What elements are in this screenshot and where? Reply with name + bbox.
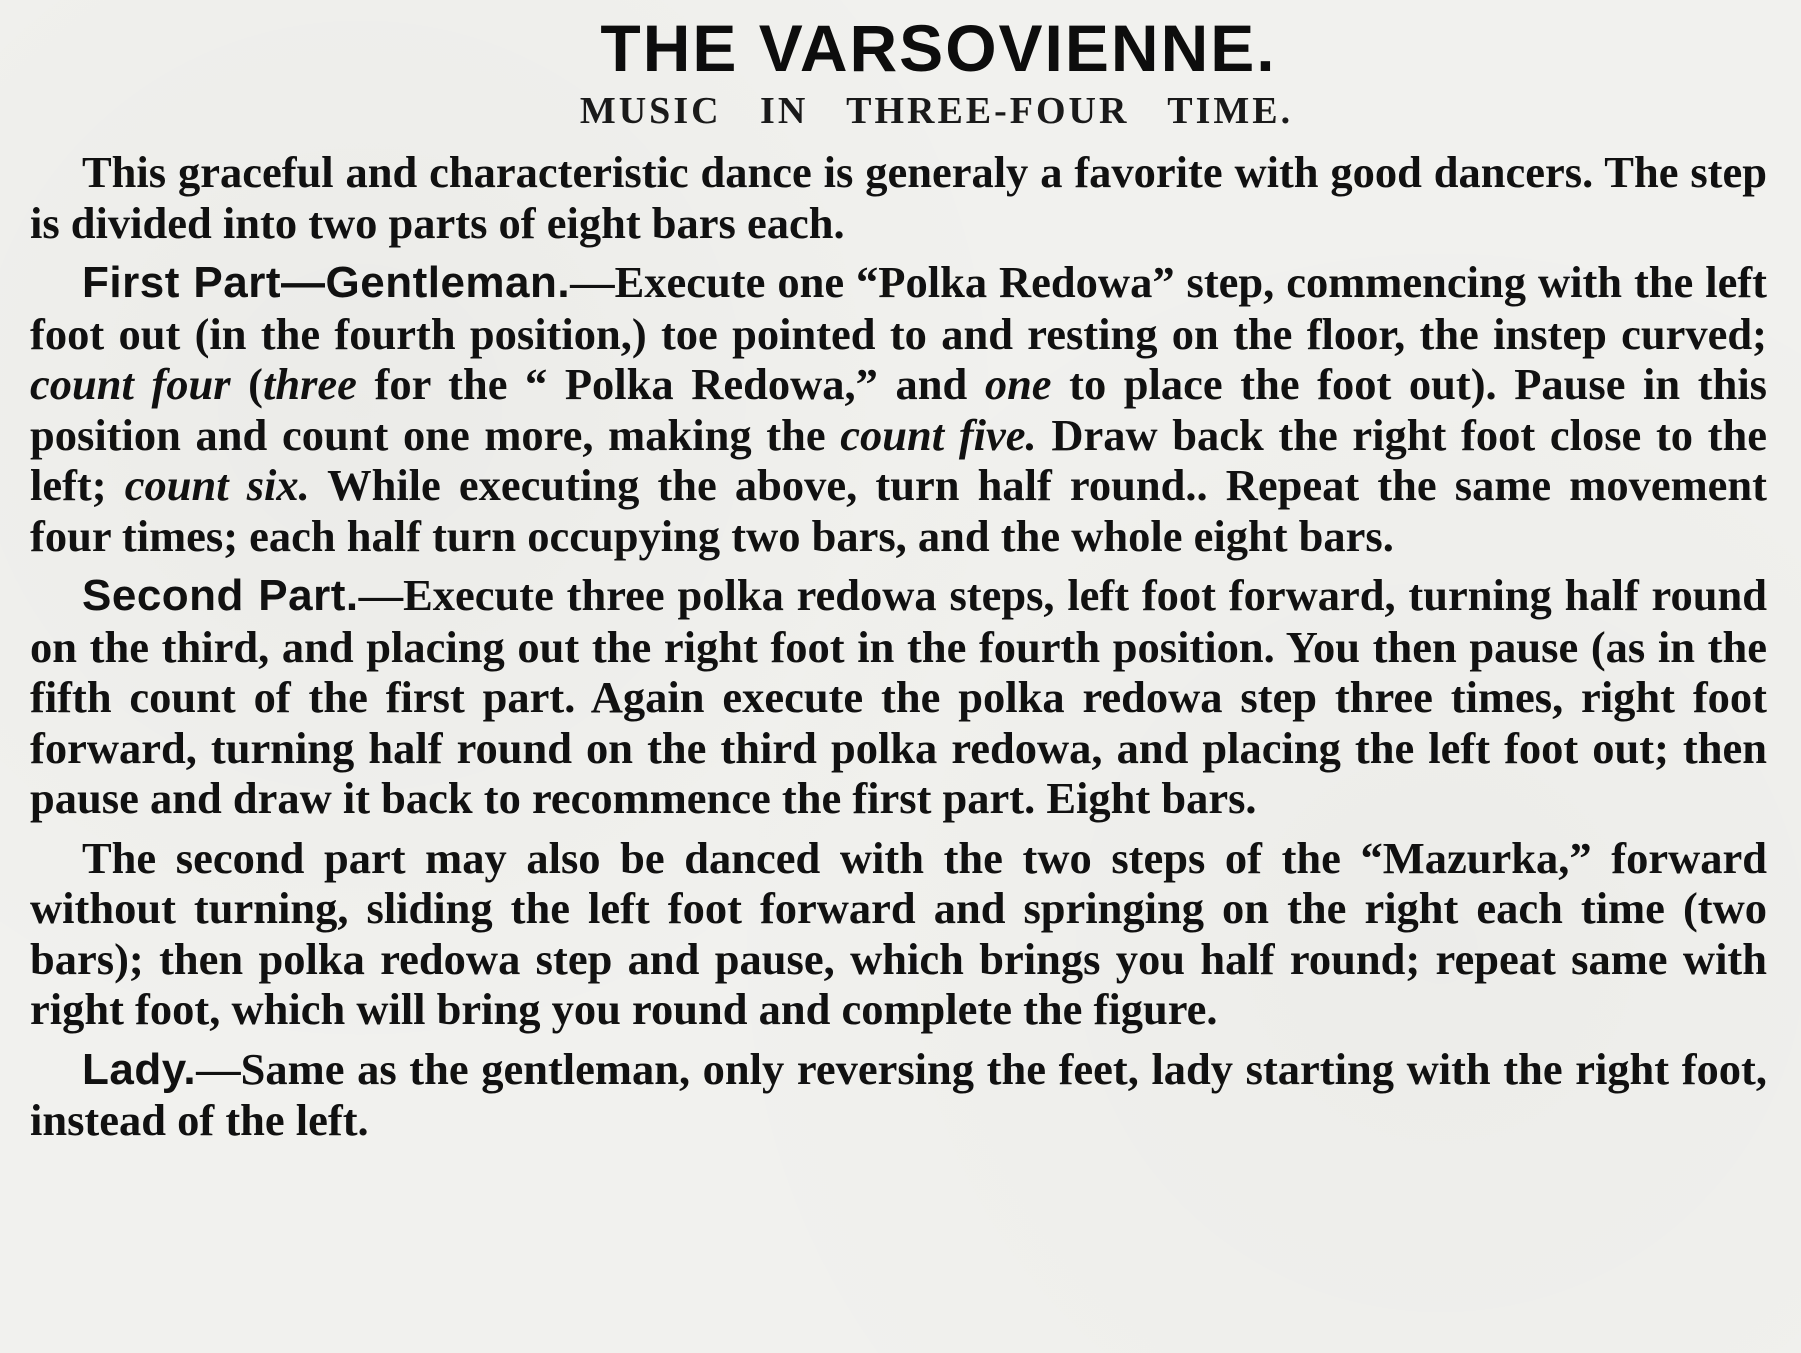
lady-text: —Same as the gentleman, only reversing the feet, lady starting with the right foot, instead of the left. [30, 1043, 1767, 1146]
first-part-italic-2: three [263, 359, 357, 410]
first-part-text-5: Draw back the right foot close to the left; [30, 409, 1767, 511]
lady-paragraph [30, 1044, 1767, 1146]
second-part-paragraph [30, 570, 1767, 824]
first-part-italic-3: one [984, 359, 1052, 410]
mazurka-paragraph: The second part may also be danced with the two steps of the “Mazurka,” forward without turning, sliding the left foot forward and springing on the right each time (two bars); then polka redowa step and pause, which brings you half round; repeat same with right foot, which will bring you round and complete the figure. [30, 832, 1767, 1035]
intro-paragraph: This graceful and characteristic dance is generaly a favorite with good dancers. The step is divided into two parts of eight bars each. [30, 147, 1767, 248]
page-title: THE VARSOVIENNE. [600, 11, 1277, 85]
first-part-italic-1: count four [30, 359, 231, 410]
page-subtitle: MUSIC IN THREE-FOUR TIME. [579, 90, 1294, 133]
first-part-italic-4: count five. [840, 409, 1037, 460]
first-part-text-4: to place the foot out). Pause in this position and count one more, making the [30, 359, 1768, 460]
first-part-heading: First Part—Gentleman. [82, 258, 571, 308]
first-part-text-1: —Execute one “Polka Redowa” step, commencing with the left foot out (in the fourth position,) toe pointed to and resting on the floor, the instep curved; [30, 257, 1768, 359]
first-part-text-3: for the “ Polka Redowa,” and [356, 359, 985, 410]
first-part-text-2: ( [230, 359, 263, 410]
first-part-paragraph [30, 257, 1767, 561]
second-part-text: —Execute three polka redowa steps, left foot forward, turning half round on the third, and placing out the right foot in the fourth position. You then pause (as in the fifth count of the first part. Again execute the polka redowa step three times, right foot forward, turning half round on the third polka redowa, and placing the left foot out; then pause and draw it back to recommence the first part. Eight bars. [30, 570, 1767, 824]
first-part-text-6: While executing the above, turn half round.. Repeat the same movement four times; each half turn occupying two bars, and the whole eight bars. [30, 460, 1767, 561]
lady-heading: Lady. [82, 1044, 197, 1094]
second-part-heading: Second Part. [82, 571, 359, 621]
first-part-italic-5: count six. [124, 460, 310, 511]
